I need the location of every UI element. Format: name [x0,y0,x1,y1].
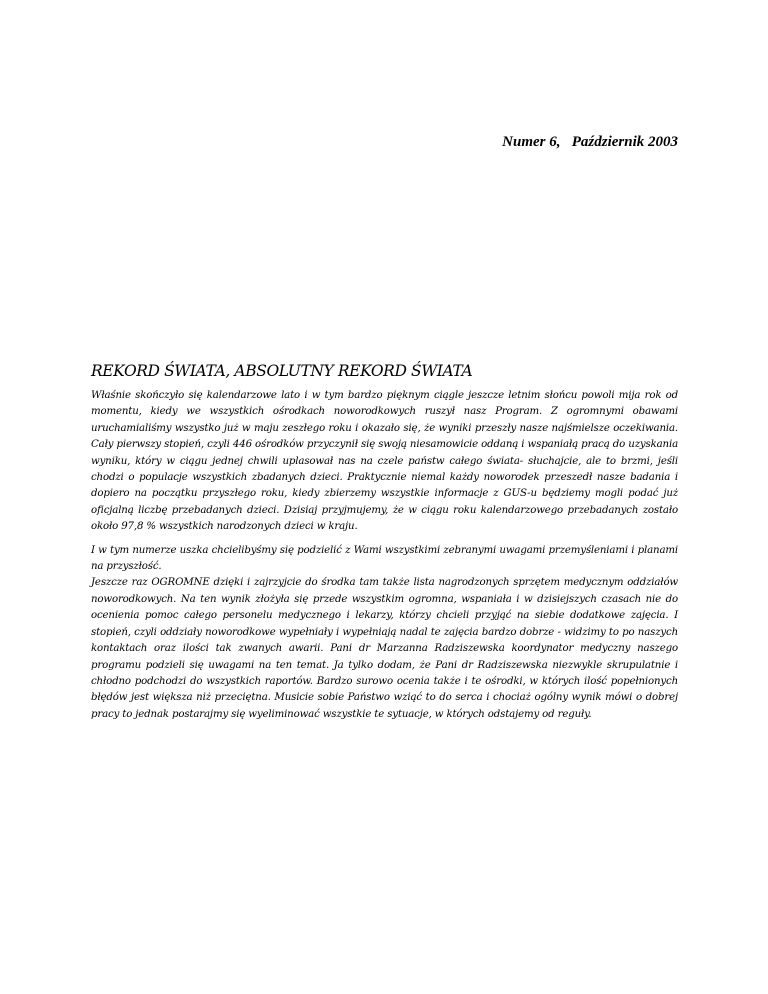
issue-header [502,134,678,151]
issue-date: Październik 2003 [571,134,678,150]
article-paragraph-2: I w tym numerze uszka chcielibyśmy się podzielić z Wami wszystkimi zebranymi uwagami przemyśleniami i planami na przyszłość. [91,544,678,573]
issue-number: Numer 6, [502,134,561,150]
article-paragraph-3: Jeszcze raz OGROMNE dzięki i zajrzyjcie do środka tam także lista nagrodzonych sprzętem medycznym oddziałów noworodkowych. Na ten wynik złożyła się przede wszystkim ogromna, wspaniała i w dzisiejszych czasach nie do ocenienia pomoc całego personelu medycznego i lekarzy, którzy chcieli przyjąć na siebie dodatkowe zajęcia. I stopień, czyli oddziały noworodkowe wypełniały i wypełniają nadal te zajęcia bardzo dobrze - widzimy to po naszych kontaktach oraz ilości tak zwanych awarii. Pani dr Marzanna Radziszewska koordynator medyczny naszego programu podzieli się uwagami na ten temat. Ja tylko dodam, że Pani dr Radziszewska niezwykle skrupulatnie i chłodno podchodzi do wszystkich raportów. Bardzo surowo ocenia także i te ośrodki, w których ilość popełnionych błędów jest większa niż przeciętna. Musicie sobie Państwo wziąć to do serca i chociaż ogólny wynik mówi o dobrej pracy to jednak postarajmy się wyeliminować wszystkie te sytuacje, w których odstajemy od reguły. [91,577,678,720]
article-paragraph-1: Właśnie skończyło się kalendarzowe lato i w tym bardzo pięknym ciągle jeszcze letnim słońcu powoli mija rok od momentu, kiedy we wszystkich ośrodkach noworodkowych ruszył nasz Program. Z ogromnymi obawami uruchamialiśmy wszystko już w maju zeszłego roku i okazało się, że wyniki przeszły nasze najśmielsze oczekiwania. Cały pierwszy stopień, czyli 446 ośrodków przyczynił się swoją niesamowicie oddaną i wspaniałą pracą do uzyskania wyniku, który w ciągu jednej chwili uplasował nas na czele państw całego świata- słuchajcie, ale to brzmi, jeśli chodzi o populacje wszystkich zbadanych dzieci. Praktycznie niemal każdy noworodek przeszedł nasze badania i dopiero na początku przyszłego roku, kiedy zbierzemy wszystkie informacje z GUS-u będziemy mogli podać już oficjalną liczbę przebadanych dzieci. Dzisiaj przyjmujemy, że w ciągu roku kalendarzowego przebadanych zostało około 97,8 % wszystkich narodzonych dzieci w kraju. [91,390,678,533]
article-title: REKORD ŚWIATA, ABSOLUTNY REKORD ŚWIATA [91,362,473,380]
article [91,361,678,723]
